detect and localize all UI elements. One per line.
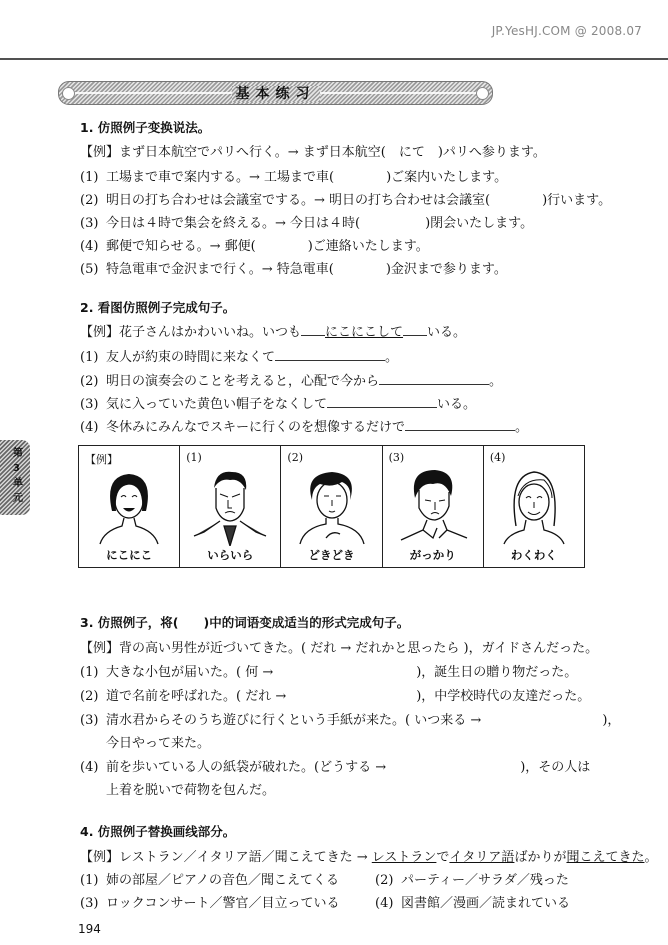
section2-example: 【例】花子さんはかわいいね。いつも にこにこして いる。 — [80, 325, 467, 340]
section2-title: 2. 看图仿照例子完成句子。 — [80, 300, 236, 315]
section1-item: (2) 明日の打ち合わせは会議室でする。→ 明日の打ち合わせは会議室( )行います。 — [80, 193, 612, 208]
section1-item: (4) 郵便で知らせる。→ 郵便( )ご連絡いたします。 — [80, 239, 429, 254]
unit-side-tab — [0, 440, 30, 515]
section3-title: 3. 仿照例子，将( )中的词语变成适当的形式完成句子。 — [80, 615, 410, 630]
section1-example: 【例】まず日本航空でパリへ行く。→ まず日本航空( にて )パリへ参ります。 — [80, 145, 546, 160]
section1-title: 1. 仿照例子变换说法。 — [80, 120, 211, 135]
section4-item: (3) ロックコンサート／警官／目立っている — [80, 896, 340, 911]
section4-item: (1) 姉の部屋／ピアノの音色／聞こえてくる — [80, 873, 339, 888]
section3-item: (2) 道で名前を呼ばれた。( だれ → )，中学校時代の友達だった。 — [80, 689, 591, 704]
picture-1: (1) いらいら — [180, 446, 281, 567]
example-answer: にこにこして — [325, 325, 404, 340]
page-number: 194 — [78, 922, 101, 936]
picture-2: (2) どきどき — [281, 446, 382, 567]
section4-example: 【例】レストラン／イタリア語／聞こえてきた → レストランでイタリア語ばかりが聞こえてきた。 — [80, 850, 658, 865]
disappointed-man-icon — [393, 466, 473, 546]
section3-item-cont: 今日やって来た。 — [106, 736, 211, 751]
section3-item-cont: 上着を脱いで荷物を包んだ。 — [106, 783, 276, 798]
section2-item: (1) 友人が約束の時間に来なくて 。 — [80, 350, 399, 365]
irritated-man-icon — [190, 466, 270, 546]
smiling-woman-icon — [94, 466, 164, 546]
section2-item: (2) 明日の演奏会のことを考えると，心配で今から 。 — [80, 374, 503, 389]
banner-title: 基本练习 — [232, 86, 320, 102]
answer-blank[interactable] — [379, 372, 489, 385]
picture-example: 【例】 にこにこ — [79, 446, 180, 567]
section1-item: (3) 今日は４時で集会を終える。→ 今日は４時( )閉会いたします。 — [80, 216, 534, 231]
excited-woman-icon — [494, 466, 574, 546]
answer-blank[interactable] — [327, 395, 437, 408]
section3-item: (4) 前を歩いている人の紙袋が破れた。(どうする → )，その人は — [80, 760, 591, 775]
section3-example: 【例】背の高い男性が近づいてきた。( だれ → だれかと思ったら )，ガイドさんだった。 — [80, 641, 599, 656]
picture-4: (4) わくわく — [484, 446, 584, 567]
section1-item: (5) 特急電車で金沢まで行く。→ 特急電車( )金沢まで参ります。 — [80, 262, 507, 277]
section2-item: (4) 冬休みにみんなでスキーに行くのを想像するだけで 。 — [80, 420, 529, 435]
section-banner — [58, 81, 493, 105]
section3-item: (1) 大きな小包が届いた。( 何 → )，誕生日の贈り物だった。 — [80, 665, 578, 680]
section1-item: (1) 工場まで車で案内する。→ 工場まで車( )ご案内いたします。 — [80, 170, 508, 185]
unit-label: 第3单元 — [13, 448, 23, 504]
watermark: JP.YesHJ.COM @ 2008.07 — [491, 24, 642, 38]
answer-blank[interactable] — [275, 348, 385, 361]
section4-title: 4. 仿照例子替换画线部分。 — [80, 824, 236, 839]
answer-blank[interactable] — [405, 418, 515, 431]
picture-3: (3) がっかり — [383, 446, 484, 567]
section3-item: (3) 清水君からそのうち遊びに行くという手紙が来た。( いつ来る → )， — [80, 713, 621, 728]
picture-table — [78, 445, 585, 568]
section4-item: (2) パーティー／サラダ／残った — [375, 873, 569, 888]
section2-item: (3) 気に入っていた黄色い帽子をなくして いる。 — [80, 397, 477, 412]
header-rule — [0, 58, 668, 60]
nervous-woman-icon — [292, 466, 372, 546]
section4-item: (4) 図書館／漫画／読まれている — [375, 896, 571, 911]
